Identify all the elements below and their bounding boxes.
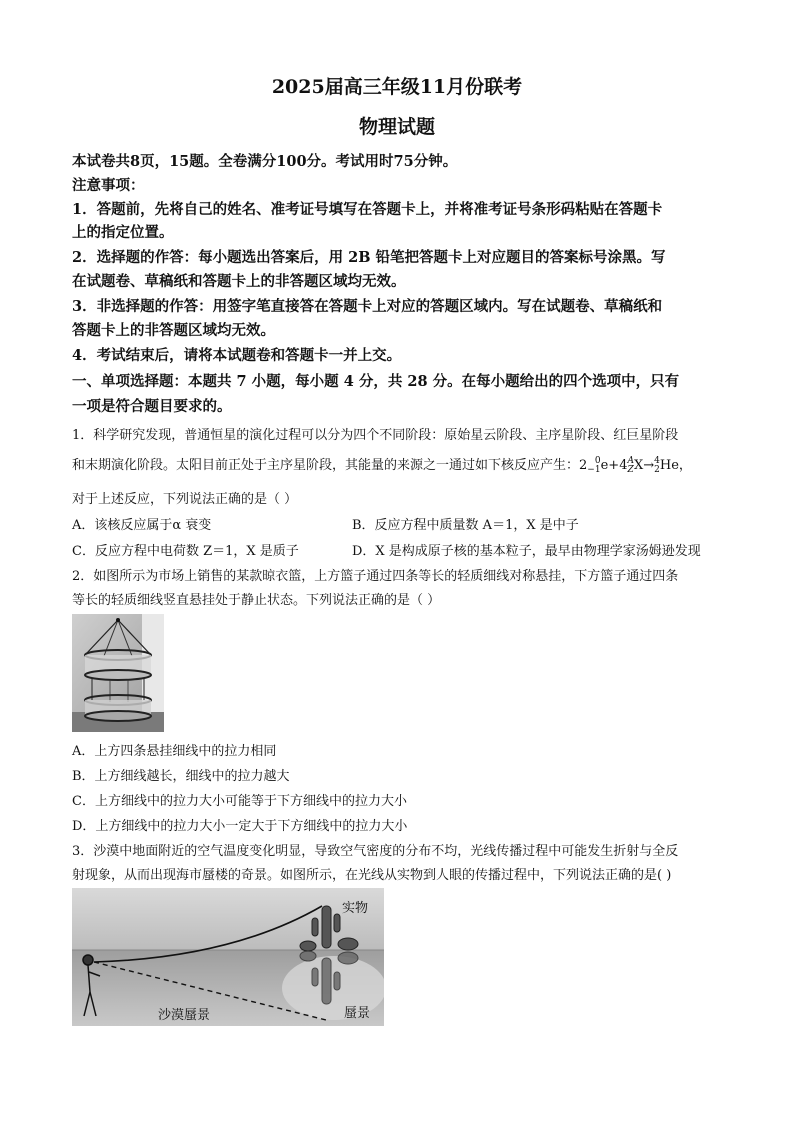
note-line: 1．答题前，先将自己的姓名、准考证号填写在答题卡上，并将准考证号条形码粘贴在答题卡 <box>72 201 663 218</box>
q1-stem-line-with-equation <box>72 454 732 475</box>
exam-title: 2025届高三年级11月份联考 <box>271 76 523 98</box>
nuclear-equation: 2 0 −1e+4A ZX→4 2He， <box>579 455 692 475</box>
q2-stem-line: 2．如图所示为市场上销售的某款晾衣篮，上方篮子通过四条等长的轻质细线对称悬挂，下方篮子通过四条 <box>72 569 679 584</box>
q3-stem-line: 射现象，从而出现海市蜃楼的奇景。如图所示，在光线从实物到人眼的传播过程中，下列说法正确的是( ) <box>72 868 672 883</box>
q2-option-c[interactable]: C．上方细线中的拉力大小可能等于下方细线中的拉力大小 <box>72 794 407 809</box>
mirage-illustration <box>72 888 384 1026</box>
note-line: 上的指定位置。 <box>72 224 174 241</box>
hanging-basket-photo <box>72 614 164 732</box>
q1-question: 对于上述反应，下列说法正确的是（ ） <box>72 492 298 507</box>
notice-heading: 注意事项： <box>72 177 145 194</box>
note-line: 4．考试结束后，请将本试题卷和答题卡一并上交。 <box>72 347 402 364</box>
label-real-object: 实物 <box>342 901 369 916</box>
section-heading: 一、单项选择题：本题共 7 小题，每小题 4 分，共 28 分。在每小题给出的四个选项中，只有 <box>72 373 680 390</box>
q2-option-d[interactable]: D．上方细线中的拉力大小一定大于下方细线中的拉力大小 <box>72 819 408 834</box>
exam-summary: 本试卷共8页，15题。全卷满分100分。考试用时75分钟。 <box>72 153 458 170</box>
q1-option-b[interactable]: B．反应方程中质量数 A＝1，X 是中子 <box>352 518 579 533</box>
q1-option-c[interactable]: C．反应方程中电荷数 Z＝1，X 是质子 <box>72 544 299 559</box>
q2-stem-line: 等长的轻质细线竖直悬挂处于静止状态。下列说法正确的是（ ） <box>72 593 441 608</box>
note-line: 2．选择题的作答：每小题选出答案后，用 2B 铅笔把答题卡上对应题目的答案标号涂黑。写 <box>72 249 666 266</box>
q2-option-a[interactable]: A．上方四条悬挂细线中的拉力相同 <box>72 744 277 759</box>
q1-stem-line: 1．科学研究发现，普通恒星的演化过程可以分为四个不同阶段：原始星云阶段、主序星阶段、红巨星阶段 <box>72 428 679 443</box>
mirage-figure <box>72 888 384 1026</box>
note-line: 答题卡上的非答题区域均无效。 <box>72 322 275 339</box>
q2-option-b[interactable]: B．上方细线越长，细线中的拉力越大 <box>72 769 290 784</box>
subject-title: 物理试题 <box>358 116 435 138</box>
note-line: 3．非选择题的作答：用签字笔直接答在答题卡上对应的答题区域内。写在试题卷、草稿纸和 <box>72 298 663 315</box>
q1-option-d[interactable]: D．X 是构成原子核的基本粒子，最早由物理学家汤姆逊发现 <box>352 544 701 559</box>
section-heading-cont: 一项是符合题目要求的。 <box>72 398 232 415</box>
label-mirage: 蜃景 <box>344 1006 371 1021</box>
q3-stem-line: 3．沙漠中地面附近的空气温度变化明显，导致空气密度的分布不均，光线传播过程中可能发生折射与全反 <box>72 844 679 859</box>
note-line: 在试题卷、草稿纸和答题卡上的非答题区域均无效。 <box>72 273 406 290</box>
q1-option-a[interactable]: A．该核反应属于α 衰变 <box>72 518 212 533</box>
figure-caption: 沙漠蜃景 <box>158 1008 211 1023</box>
q1-stem-text: 和末期演化阶段。太阳目前正处于主序星阶段，其能量的来源之一通过如下核反应产生： <box>72 458 580 473</box>
